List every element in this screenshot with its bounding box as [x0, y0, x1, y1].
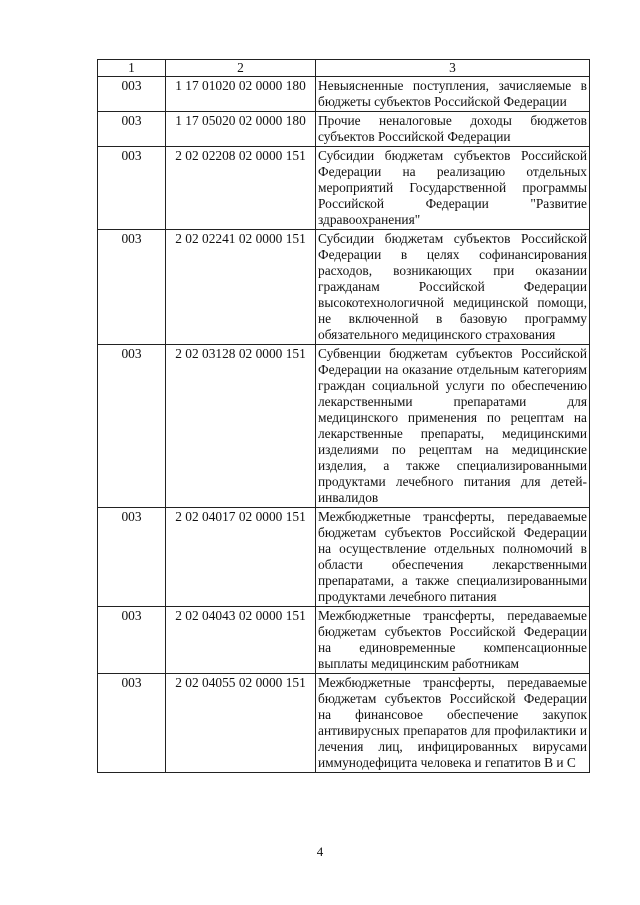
- description-cell: Субвенции бюджетам субъектов Российской Федерации на оказание отдельным категориям граждан социальной услуги по обеспечению лекарственными препаратами для медицинского применения по рецептам на лекарственные препараты, медицинскими изделиями по рецептам на медицинские изделия, а также специализированными продуктами лечебного питания для детей-инвалидов: [316, 345, 590, 508]
- budget-code-cell: 2 02 02208 02 0000 151: [166, 147, 316, 230]
- revenue-codes-table: [97, 59, 590, 773]
- budget-code-cell: 2 02 04043 02 0000 151: [166, 607, 316, 674]
- header-col-2: 2: [166, 60, 316, 77]
- budget-code-cell: 1 17 01020 02 0000 180: [166, 77, 316, 112]
- table-row: [98, 508, 590, 607]
- table-header: [98, 60, 590, 77]
- description-cell: Невыясненные поступления, зачисляемые в бюджеты субъектов Российской Федерации: [316, 77, 590, 112]
- budget-code-cell: 2 02 03128 02 0000 151: [166, 345, 316, 508]
- page-number: 4: [316, 844, 324, 859]
- table-row: [98, 77, 590, 112]
- admin-code-cell: 003: [98, 112, 166, 147]
- budget-code-cell: 1 17 05020 02 0000 180: [166, 112, 316, 147]
- admin-code-cell: 003: [98, 147, 166, 230]
- description-cell: Прочие неналоговые доходы бюджетов субъектов Российской Федерации: [316, 112, 590, 147]
- admin-code-cell: 003: [98, 508, 166, 607]
- admin-code-cell: 003: [98, 230, 166, 345]
- budget-code-cell: 2 02 02241 02 0000 151: [166, 230, 316, 345]
- admin-code-cell: 003: [98, 345, 166, 508]
- description-cell: Межбюджетные трансферты, передаваемые бюджетам субъектов Российской Федерации на финансовое обеспечение закупок антивирусных препаратов для профилактики и лечения лиц, инфицированных вирусами иммунодефицита человека и гепатитов В и С: [316, 674, 590, 773]
- header-col-1: 1: [98, 60, 166, 77]
- table-row: [98, 230, 590, 345]
- description-cell: Субсидии бюджетам субъектов Российской Федерации в целях софинансирования расходов, возникающих при оказании гражданам Российской Федерации высокотехнологичной медицинской помощи, не включенной в базовую программу обязательного медицинского страхования: [316, 230, 590, 345]
- header-col-3: 3: [316, 60, 590, 77]
- table-row: [98, 147, 590, 230]
- budget-code-cell: 2 02 04017 02 0000 151: [166, 508, 316, 607]
- budget-code-cell: 2 02 04055 02 0000 151: [166, 674, 316, 773]
- description-cell: Межбюджетные трансферты, передаваемые бюджетам субъектов Российской Федерации на единовременные компенсационные выплаты медицинским работникам: [316, 607, 590, 674]
- admin-code-cell: 003: [98, 607, 166, 674]
- table-row: [98, 674, 590, 773]
- table-row: [98, 112, 590, 147]
- table-body: [98, 77, 590, 773]
- description-cell: Межбюджетные трансферты, передаваемые бюджетам субъектов Российской Федерации на осуществление отдельных полномочий в области обеспечения лекарственными препаратами, а также специализированными продуктами лечебного питания: [316, 508, 590, 607]
- admin-code-cell: 003: [98, 674, 166, 773]
- header-row: [98, 60, 590, 77]
- table-row: [98, 345, 590, 508]
- table-row: [98, 607, 590, 674]
- admin-code-cell: 003: [98, 77, 166, 112]
- description-cell: Субсидии бюджетам субъектов Российской Федерации на реализацию отдельных мероприятий Государственной программы Российской Федерации "Развитие здравоохранения": [316, 147, 590, 230]
